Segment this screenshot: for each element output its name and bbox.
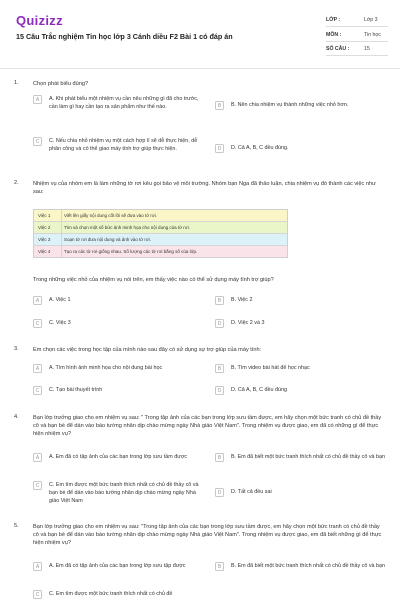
task-row (34, 245, 287, 257)
option-letter-badge: A (33, 296, 42, 305)
option-text: D. Cả A, B, C đều đúng (231, 387, 288, 393)
option-letter-badge: D (215, 144, 224, 153)
question-text: Em chọn các việc trong học tập của mình nào sau đây có sử dụng sự trợ giúp của máy tính: (33, 347, 262, 353)
meta-label: MÔN : (326, 32, 342, 38)
option-letter-badge: B (215, 101, 224, 110)
task-text: Tìm và chọn một số bức ảnh minh họa cho nội dung của tờ rơi. (64, 225, 190, 230)
task-text: Soạn tờ rơi đưa nội dung và ảnh vào tờ rơi. (64, 237, 152, 242)
option-letter-badge: C (33, 137, 42, 146)
option-text: C. Tạo bài thuyết trình (49, 387, 103, 393)
option-letter-badge: B (215, 296, 224, 305)
worksheet-title: 15 Câu Trắc nghiệm Tin học lớp 3 Cánh diều F2 Bài 1 có đáp án (16, 32, 233, 41)
task-label: Việc 2 (34, 222, 62, 233)
option-text: C. Việc 3 (49, 320, 71, 326)
option-text: B. Tìm video bài hát để học nhạc (231, 365, 310, 371)
question-text: Bạn lớp trưởng giao cho em nhiệm vụ sau: "Trong tập ảnh của các bạn trong lớp sưu tầm được, em hãy chọn một bức tranh có chủ đề thầy cô và bạn bè để dán vào báo tường nhân dịp chào mừng ngày Nhà giáo Việt Nam". Trong nhiệm vụ được giao, em đã biết những gì để thực hiện nhiệm vụ? (33, 524, 382, 547)
task-label: Việc 4 (34, 246, 62, 257)
question-text: Bạn lớp trưởng giao cho em nhiệm vụ sau: " Trong tập ảnh của các bạn trong lớp sưu tầm được, em hãy chọn một bức tranh có chủ đề thầy cô và bạn bè để dán vào báo tường nhân dịp chào mừng ngày Nhà giáo Việt Nam". Trong nhiệm vụ được giao, em đã có những gì để thực hiện nhiệm vụ? (33, 415, 382, 438)
meta-value: Lớp 3 (364, 17, 378, 23)
question-text: Nhiệm vụ của nhóm em là làm những tờ rơi kêu gọi bảo vệ môi trường. Nhóm bạn Nga đã thảo luận, chia nhiệm vụ đó thành các việc như sau: (33, 181, 376, 196)
option-letter-badge: C (33, 590, 42, 599)
question-followup: Trong những việc nhỏ của nhiệm vụ nói trên, em thấy việc nào có thể sử dụng máy tính trợ giúp? (33, 277, 274, 283)
option-letter-badge: B (215, 364, 224, 373)
option-letter-badge: B (215, 453, 224, 462)
meta-value: 15 (364, 46, 370, 52)
option-text: C. Em tìm được một bức tranh thích nhất có chủ đề (49, 591, 173, 597)
option-text: C. Em tìm được một bức tranh thích nhất có chủ đề thầy cô và bạn bè để dán vào báo tường nhân dịp chào mừng ngày Nhà giáo Việt Nam (49, 482, 199, 504)
task-row (34, 221, 287, 233)
option-text: D. Cả A, B, C đều đúng. (231, 145, 289, 151)
option-text: D. Việc 2 và 3 (231, 320, 265, 326)
question-text: Chọn phát biểu đúng? (33, 81, 89, 87)
option-text: D. Tất cả đều sai (231, 489, 272, 495)
option-letter-badge: A (33, 95, 42, 104)
meta-value: Tin học (364, 32, 381, 38)
option-letter-badge: A (33, 453, 42, 462)
question-number: 4. (14, 414, 19, 420)
option-text: A. Em đã có tập ảnh của các bạn trong lớp sưu tầm được (49, 454, 188, 460)
meta-label: LỚP : (326, 17, 341, 23)
option-text: B. Em đã biết một bức tranh thích nhất có chủ đề thầy cô và bạn (231, 563, 386, 569)
option-text: A. Khi phát biểu một nhiệm vụ cần nêu những gì đã cho trước, cần làm gì hay cần tạo ra sản phẩm như thế nào. (49, 96, 199, 110)
task-row (34, 210, 287, 221)
task-text: Tạo ra các tờ rơi giống nhau. Số lượng các tờ rơi bằng số của lớp. (64, 249, 198, 254)
task-label: Việc 1 (34, 210, 62, 221)
option-text: B. Nên chia nhiệm vụ thành những việc nhỏ hơn. (231, 102, 349, 108)
header-divider (0, 68, 400, 69)
option-letter-badge: D (215, 386, 224, 395)
question-number: 2. (14, 180, 19, 186)
task-text: Viết lên giấy nội dung cốt lõi sẽ đưa vào tờ rơi. (64, 213, 158, 218)
option-letter-badge: B (215, 562, 224, 571)
option-letter-badge: C (33, 319, 42, 328)
question-number: 3. (14, 346, 19, 352)
option-letter-badge: A (33, 562, 42, 571)
question-number: 5. (14, 523, 19, 529)
meta-label: SỐ CÂU : (326, 46, 350, 52)
option-text: A. Em đã có tập ảnh của các bạn trong lớp sưu tập được (49, 563, 186, 569)
option-letter-badge: C (33, 481, 42, 490)
option-text: A. Tìm hình ảnh minh họa cho nội dung bài học (49, 365, 163, 371)
option-letter-badge: C (33, 386, 42, 395)
question-number: 1. (14, 80, 19, 86)
option-text: B. Việc 2 (231, 297, 253, 303)
quizizz-logo: Quizizz (16, 13, 63, 28)
option-text: B. Em đã biết một bức tranh thích nhất có chủ đề thầy cô và bạn (231, 454, 386, 460)
option-letter-badge: D (215, 319, 224, 328)
option-letter-badge: A (33, 364, 42, 373)
option-text: A. Việc 1 (49, 297, 71, 303)
option-letter-badge: D (215, 488, 224, 497)
task-row (34, 233, 287, 245)
task-table (33, 209, 288, 258)
worksheet-header (0, 0, 400, 70)
task-label: Việc 3 (34, 234, 62, 245)
option-text: C. Nếu chia nhỏ nhiệm vụ một cách hợp lí sẽ dễ thực hiện, dễ phân công và có thể giao máy tính trợ giúp thực hiện. (49, 138, 198, 152)
